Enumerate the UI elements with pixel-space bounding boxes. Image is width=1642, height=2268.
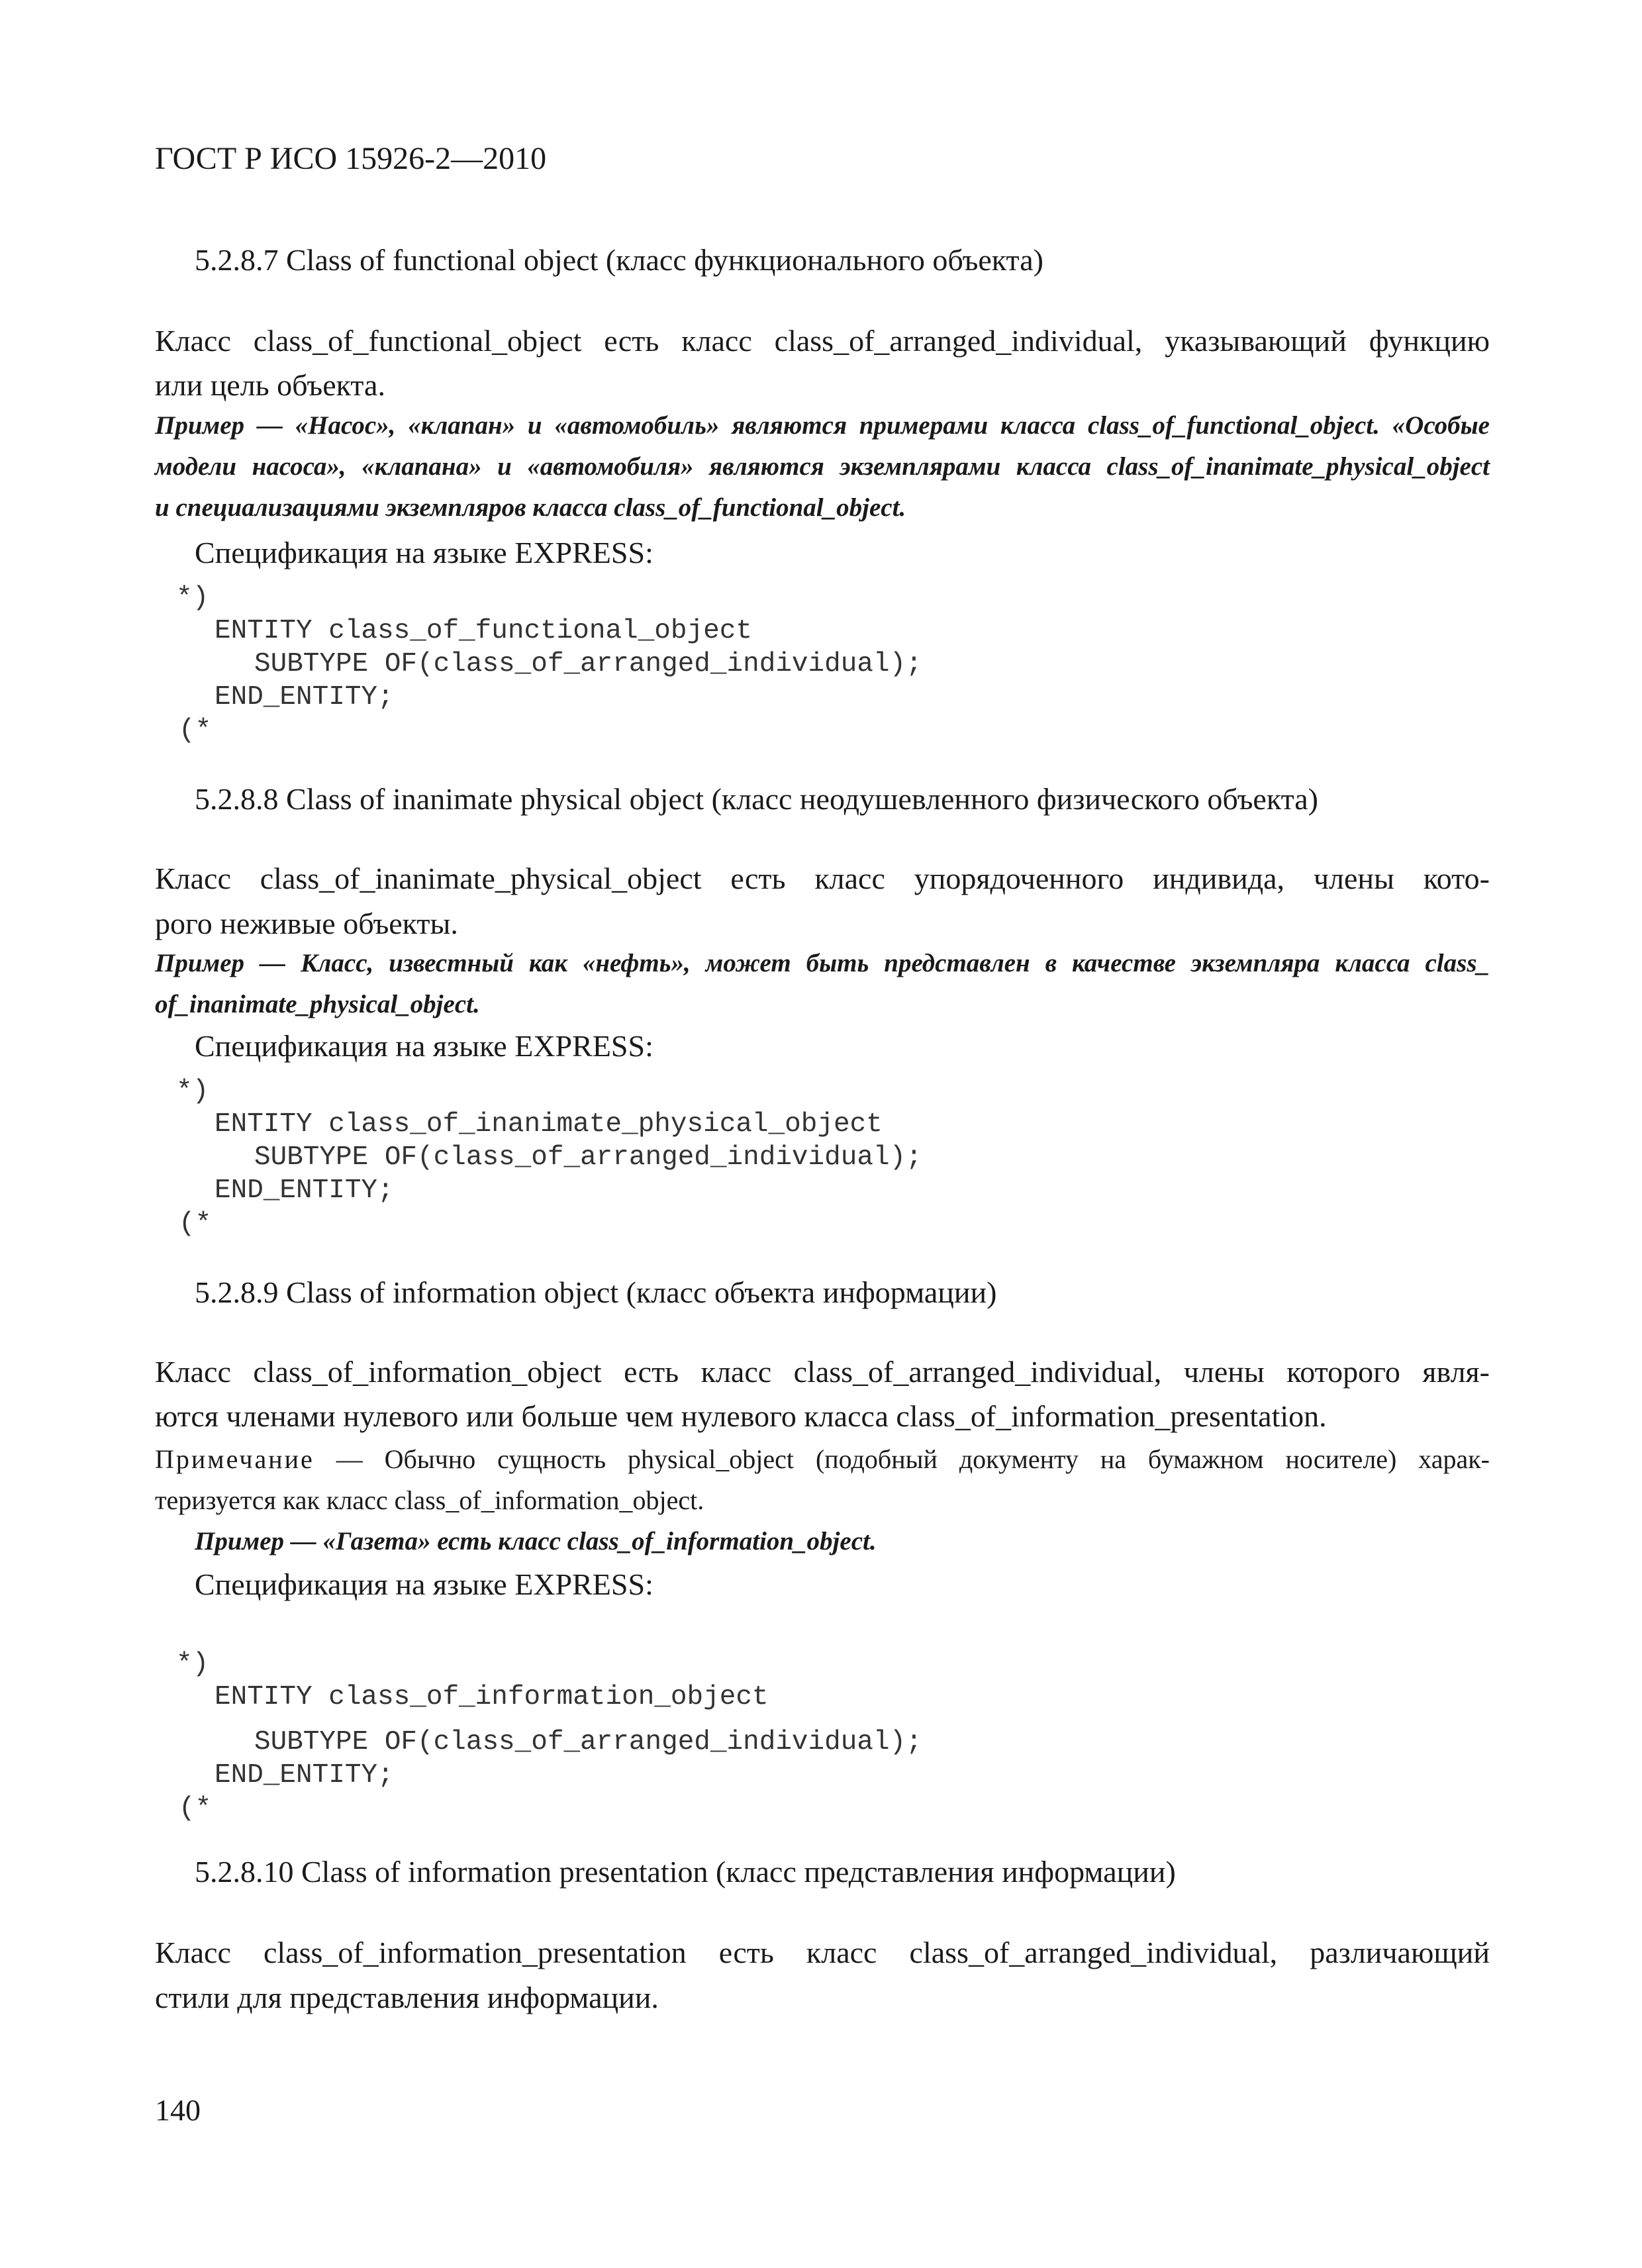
code-line: END_ENTITY; (215, 1760, 394, 1791)
code-line: *) (176, 583, 209, 613)
code-line: (* (179, 1208, 212, 1239)
paragraph-line: рого неживые объекты. (155, 907, 458, 940)
example-line: Пример — «Насос», «клапан» и «автомобиль» являются примерами класса class_of_functional_object. «Особые (155, 411, 1490, 440)
paragraph-line: или цель объекта. (155, 368, 385, 402)
section-heading-5-2-8-7: 5.2.8.7 Class of functional object (класс функционального объекта) (195, 243, 1043, 277)
paragraph-line: Класс class_of_functional_object есть класс class_of_arranged_individual, указывающий функцию (155, 324, 1490, 358)
code-line: SUBTYPE OF(class_of_arranged_individual); (254, 1142, 922, 1173)
example-line: и специализациями экземпляров класса class_of_functional_object. (155, 493, 906, 522)
spec-label: Спецификация на языке EXPRESS: (195, 1029, 653, 1063)
code-line: ENTITY class_of_information_object (215, 1682, 769, 1712)
note-text: — Обычно сущность physical_object (подобный документу на бумажном носителе) харак- (314, 1444, 1490, 1474)
example-line: модели насоса», «клапана» и «автомобиля» являются экземплярами класса class_of_inanimate_physical_object (155, 452, 1490, 481)
code-line: ENTITY class_of_functional_object (215, 616, 752, 646)
paragraph-line: стили для представления информации. (155, 1981, 659, 2014)
code-line: (* (179, 1793, 212, 1824)
paragraph-line: Класс class_of_information_presentation есть класс class_of_arranged_individual, различающий (155, 1936, 1490, 1969)
spec-label: Спецификация на языке EXPRESS: (195, 536, 653, 569)
note-label: Примечание (155, 1444, 314, 1474)
note-line (155, 1444, 1490, 1475)
paragraph-line: Класс class_of_inanimate_physical_object есть класс упорядоченного индивида, члены кото- (155, 862, 1490, 895)
section-heading-5-2-8-9: 5.2.8.9 Class of information object (класс объекта информации) (195, 1275, 997, 1309)
document-header: ГОСТ Р ИСО 15926-2—2010 (155, 141, 547, 176)
code-line: ENTITY class_of_inanimate_physical_object (215, 1109, 883, 1140)
paragraph-line: Класс class_of_information_object есть класс class_of_arranged_individual, члены которого явля- (155, 1355, 1490, 1389)
code-line: *) (176, 1649, 209, 1679)
note-line: теризуется как класс class_of_information_object. (155, 1485, 704, 1515)
code-line: SUBTYPE OF(class_of_arranged_individual); (254, 649, 922, 679)
section-heading-5-2-8-10: 5.2.8.10 Class of information presentation (класс представления информации) (195, 1855, 1176, 1889)
code-line: END_ENTITY; (215, 1175, 394, 1206)
example-line: of_inanimate_physical_object. (155, 990, 480, 1018)
example-line: Пример — «Газета» есть класс class_of_information_object. (195, 1527, 877, 1555)
page-number: 140 (155, 2093, 201, 2127)
code-line: (* (179, 715, 212, 746)
spec-label: Спецификация на языке EXPRESS: (195, 1567, 653, 1601)
code-line: *) (176, 1076, 209, 1107)
paragraph-line: ются членами нулевого или больше чем нулевого класса class_of_information_presentation. (155, 1399, 1327, 1433)
code-line: END_ENTITY; (215, 682, 394, 713)
example-line: Пример — Класс, известный как «нефть», может быть представлен в качестве экземпляра класса class_ (155, 949, 1490, 977)
code-line: SUBTYPE OF(class_of_arranged_individual); (254, 1727, 922, 1757)
section-heading-5-2-8-8: 5.2.8.8 Class of inanimate physical object (класс неодушевленного физического объекта) (195, 782, 1318, 816)
